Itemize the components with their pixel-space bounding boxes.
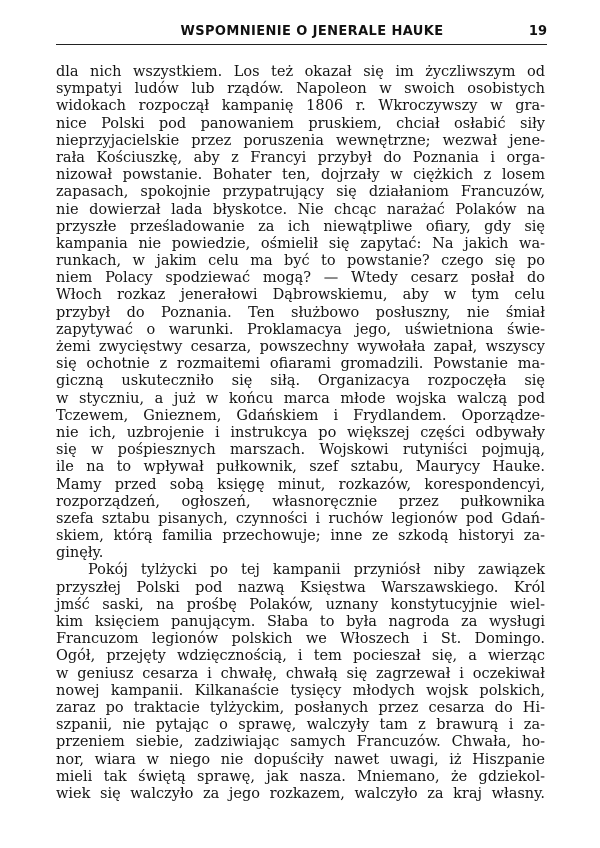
text-line: nieprzyjacielskie przez poruszenia wewnętrzne; wezwał jene- bbox=[56, 132, 545, 149]
text-line: skiem, którą familia przechowuje; inne ze szkodą historyi za- bbox=[56, 528, 545, 545]
text-line: Ogół, przejęty wdzięcznością, i tem pocieszał się, a wierząc bbox=[56, 648, 545, 665]
text-line: przeniem siebie, zadziwiając samych Francuzów. Chwała, ho- bbox=[56, 734, 545, 751]
header-rule bbox=[56, 44, 547, 45]
text-line: zaraz po traktacie tylżyckim, posłanych przez cesarza do Hi- bbox=[56, 699, 545, 716]
text-line: nizował powstanie. Bohater ten, dojrzały w ciężkich z losem bbox=[56, 167, 545, 184]
text-line: wiek się walczyło za jego rozkazem, walczyło za kraj własny. bbox=[56, 785, 545, 802]
text-line: zapasach, spokojnie przypatrujący się działaniom Francuzów, bbox=[56, 184, 545, 201]
text-line: mieli tak świętą sprawę, jak nasza. Mniemano, że gdziekol- bbox=[56, 768, 545, 785]
text-line: kim księciem panującym. Słaba to była nagroda za wysługi bbox=[56, 614, 545, 630]
text-line: Tczewem, Gnieznem, Gdańskiem i Frydlandem. Oporządze- bbox=[56, 407, 545, 424]
text-line: Francuzom legionów polskich we Włoszech i St. Domingo. bbox=[56, 631, 545, 648]
text-line: w styczniu, a już w końcu marca młode wojska walczą pod bbox=[56, 390, 545, 407]
text-line: runkach, w jakim celu ma być to powstanie? czego się po bbox=[56, 253, 545, 270]
text-line: zapytywać o warunki. Proklamacya jego, uświetniona świe- bbox=[56, 321, 545, 338]
text-line: ile na to wpływał pułkownik, szef sztabu, Maurycy Hauke. bbox=[56, 459, 545, 476]
text-line: przybył do Poznania. Ten służbowo posłuszny, nie śmiał bbox=[56, 304, 545, 321]
text-line: nor, wiara w niego nie dopuściły nawet uwagi, iż Hiszpanie bbox=[56, 751, 545, 768]
text-line: ginęły. bbox=[56, 545, 104, 562]
text-line: Włoch rozkaz jenerałowi Dąbrowskiemu, aby w tym celu bbox=[56, 287, 545, 304]
text-line: w geniusz cesarza i chwałę, chwałą się zagrzewał i oczekiwał bbox=[56, 665, 545, 682]
running-title: WSPOMNIENIE O JENERALE HAUKE bbox=[180, 24, 444, 39]
text-line: niem Polacy spodziewać mogą? — Wtedy cesarz posłał do bbox=[56, 270, 545, 287]
text-line: się w pośpiesznych marszach. Wojskowi rutyniści pojmują, bbox=[56, 442, 545, 459]
text-line: jmść saski, na prośbę Polaków, uznany konstytucyjnie wiel- bbox=[56, 596, 545, 613]
text-line: nice Polski pod panowaniem pruskiem, chciał osłabić siły bbox=[56, 115, 545, 132]
text-line: rozporządzeń, ogłoszeń, własnoręcznie przez pułkownika bbox=[56, 493, 545, 510]
text-line: szpanii, nie pytając o sprawę, walczyły tam z brawurą i za- bbox=[56, 717, 545, 734]
text-line: rała Kościuszkę, aby z Francyi przybył do Poznania i orga- bbox=[56, 149, 545, 166]
text-line: widokach rozpoczął kampanię 1806 r. Wkroczywszy w gra- bbox=[56, 98, 545, 115]
text-line: nowej kampanii. Kilkanaście tysięcy młodych wojsk polskich, bbox=[56, 682, 545, 699]
text-line: nie ich, uzbrojenie i instrukcya po większej części odbywały bbox=[56, 424, 545, 441]
text-line: Mamy przed sobą księgę minut, rozkazów, korespondencyi, bbox=[56, 476, 545, 493]
text-line: żemi zwycięstwy cesarza, powszechny wywołała zapał, wszyscy bbox=[56, 339, 545, 355]
text-line: kampania nie powiedzie, ośmielił się zapytać: Na jakich wa- bbox=[56, 235, 545, 252]
text-line: się ochotnie z rozmaitemi ofiarami gromadzili. Powstanie ma- bbox=[56, 356, 545, 373]
text-line: Pokój tylżycki po tej kampanii przyniósł niby zawiązek bbox=[88, 562, 545, 579]
text-line: giczną uskuteczniło się siłą. Organizacya rozpoczęła się bbox=[56, 373, 545, 390]
text-line: przyszłej Polski pod nazwą Księstwa Warszawskiego. Król bbox=[56, 579, 545, 596]
text-line: nie dowierzał lada błyskotce. Nie chcąc narażać Polaków na bbox=[56, 201, 545, 218]
text-line: dla nich wszystkiem. Los też okazał się im życzliwszym od bbox=[56, 64, 545, 80]
body-text bbox=[56, 64, 545, 803]
page-number: 19 bbox=[528, 24, 547, 39]
text-line: przyszłe prześladowanie za ich niewątpliwe ofiary, gdy się bbox=[56, 218, 545, 235]
text-line: sympatyi ludów lub rządów. Napoleon w swoich osobistych bbox=[56, 81, 545, 98]
text-line: szefa sztabu pisanych, czynności i ruchów legionów pod Gdań- bbox=[56, 510, 545, 527]
